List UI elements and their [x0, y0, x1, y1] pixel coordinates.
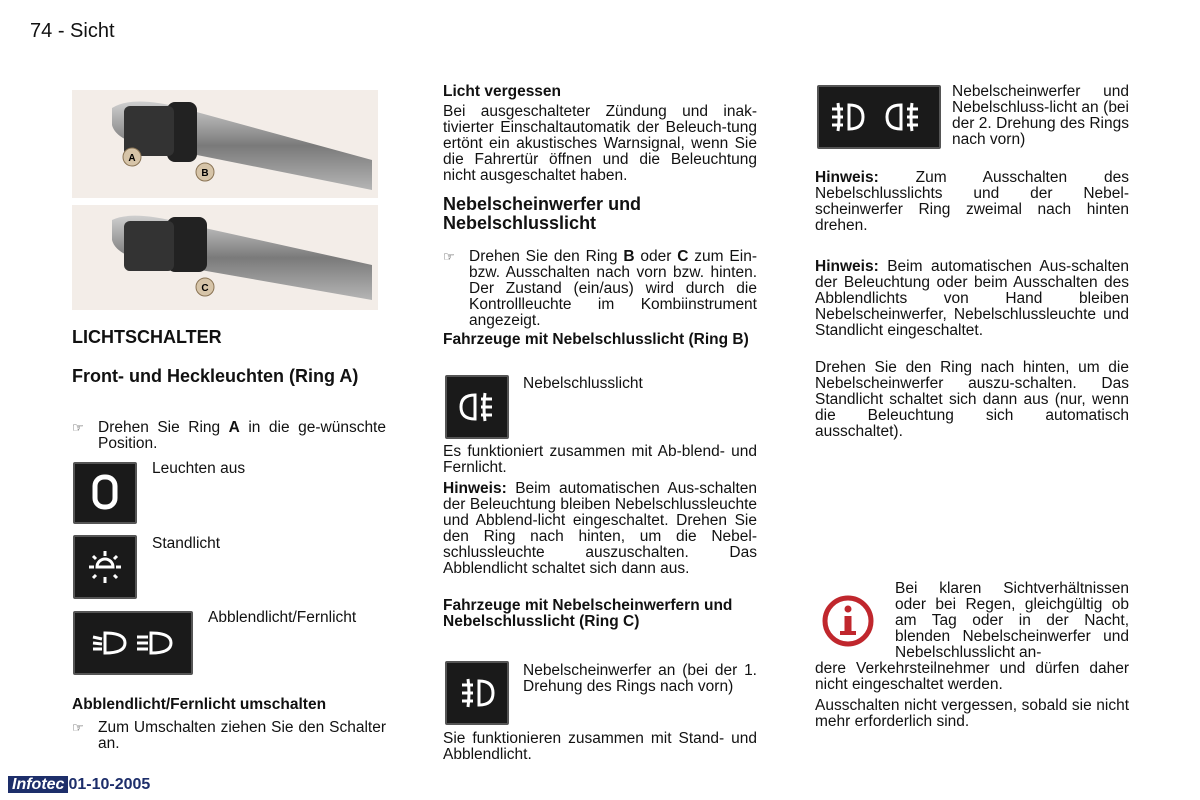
rear-fog-label: Nebelschlusslicht [523, 375, 643, 392]
front-fog-text: Sie funktionieren zusammen mit Stand- und Abblendlicht. [443, 730, 757, 763]
fog-ring-bullet: ☞ Drehen Sie den Ring B oder C zum Ein- bzw. Ausschalten nach vorn bzw. hinten. Der Zustand (ein/aus) wird durch die Kontrollleuchte im Kombiinstrument angezeigt. [443, 248, 757, 329]
lights-off-label: Leuchten aus [152, 460, 246, 477]
info-text-c: Ausschalten nicht vergessen, sobald sie nicht mehr erforderlich sind. [815, 697, 1129, 730]
rear-fog-icon [445, 375, 509, 439]
dipped-main-beam-icon [73, 611, 193, 675]
forget-light-text: Bei ausgeschalteter Zündung und inak-tivierter Einschaltautomatik der Beleuch-tung ertönt ein akustisches Warnsignal, wenn Sie die Fahrertür öffnen und die Beleuchtung nicht ausgeschaltet haben. [443, 103, 757, 184]
side-light-label: Standlicht [152, 535, 221, 552]
section-title: Sicht [70, 20, 115, 42]
lights-off-icon [73, 462, 137, 524]
footer [8, 776, 150, 794]
vehicles-ring-b-title: Fahrzeuge mit Nebelschlusslicht (Ring B) [443, 331, 749, 348]
front-rear-fog-icon [817, 85, 941, 149]
page-header [30, 20, 115, 43]
vehicles-ring-c-title: Fahrzeuge mit Nebelscheinwerfern und Nebelschlusslicht (Ring C) [443, 597, 733, 630]
info-text-b: dere Verkehrsteilnehmer und dürfen daher nicht eingeschaltet werden. [815, 660, 1129, 693]
header-separator: - [57, 20, 65, 42]
front-fog-label: Nebelscheinwerfer an (bei der 1. Drehung des Rings nach vorn) [523, 662, 757, 695]
forget-light-title: Licht vergessen [443, 83, 562, 100]
pointer-icon: ☞ [72, 720, 84, 735]
page-number: 74 [30, 20, 53, 42]
label-a: A [128, 153, 136, 164]
footer-date: 01-10-2005 [68, 776, 151, 793]
hint-auto-off-right: Hinweis: Beim automatischen Aus-schalten der Beleuchtung oder beim Ausschalten des Abblendlichts von Hand bleiben Nebelscheinwerfer, Nebelschlussleuchte und Standlicht eingeschaltet. [815, 258, 1129, 339]
label-c: C [201, 283, 209, 294]
front-rear-lights-title: Front- und Heckleuchten (Ring A) [72, 366, 359, 386]
lights-switch-title: LICHTSCHALTER [72, 327, 222, 347]
infotec-logo: Infotec [8, 776, 68, 793]
front-rear-fog-label: Nebelscheinwerfer und Nebelschluss-licht an (bei der 2. Drehung des Rings nach vorn) [952, 83, 1129, 148]
info-text-a: Bei klaren Sichtverhältnissen oder bei Regen, gleichgültig ob am Tag oder in der Nacht, blenden Nebelscheinwerfer und Nebelschlusslicht an- [895, 580, 1129, 661]
fog-lights-title: Nebelscheinwerfer und Nebelschlusslicht [443, 194, 642, 233]
label-b: B [201, 168, 209, 179]
pointer-icon: ☞ [72, 420, 84, 435]
rear-fog-text: Es funktioniert zusammen mit Ab-blend- und Fernlicht. [443, 443, 757, 476]
front-fog-icon [445, 661, 509, 725]
switch-illustration-top [72, 90, 378, 198]
switch-beam-title: Abblendlicht/Fernlicht umschalten [72, 696, 327, 713]
pointer-icon: ☞ [443, 249, 455, 264]
side-light-icon [73, 535, 137, 599]
switch-illustration-bottom [72, 205, 378, 310]
ring-a-bullet: ☞ Drehen Sie Ring A in die ge-wünschte Position. [72, 419, 386, 452]
dipped-main-beam-label: Abblendlicht/Fernlicht [208, 609, 357, 626]
hint-switch-off: Hinweis: Zum Ausschalten des Nebelschlusslichts und der Nebel-scheinwerfer Ring zweimal nach hinten drehen. [815, 169, 1129, 234]
turn-ring-text: Drehen Sie den Ring nach hinten, um die Nebelscheinwerfer auszu-schalten. Das Standlicht schaltet sich dann aus (nur, wenn die Beleuchtung sich automatisch ausschaltet). [815, 359, 1129, 440]
hint-auto-off: Hinweis: Beim automatischen Aus-schalten der Beleuchtung bleiben Nebelschlussleuchte und Abblend-licht eingeschaltet. Drehen Sie den Ring nach hinten, um die Nebel-schlussleuchte auszuschalten. Das Abblendlicht schaltet sich dann aus. [443, 480, 757, 577]
info-icon [818, 591, 878, 651]
switch-beam-bullet: ☞ Zum Umschalten ziehen Sie den Schalter an. [72, 719, 386, 752]
